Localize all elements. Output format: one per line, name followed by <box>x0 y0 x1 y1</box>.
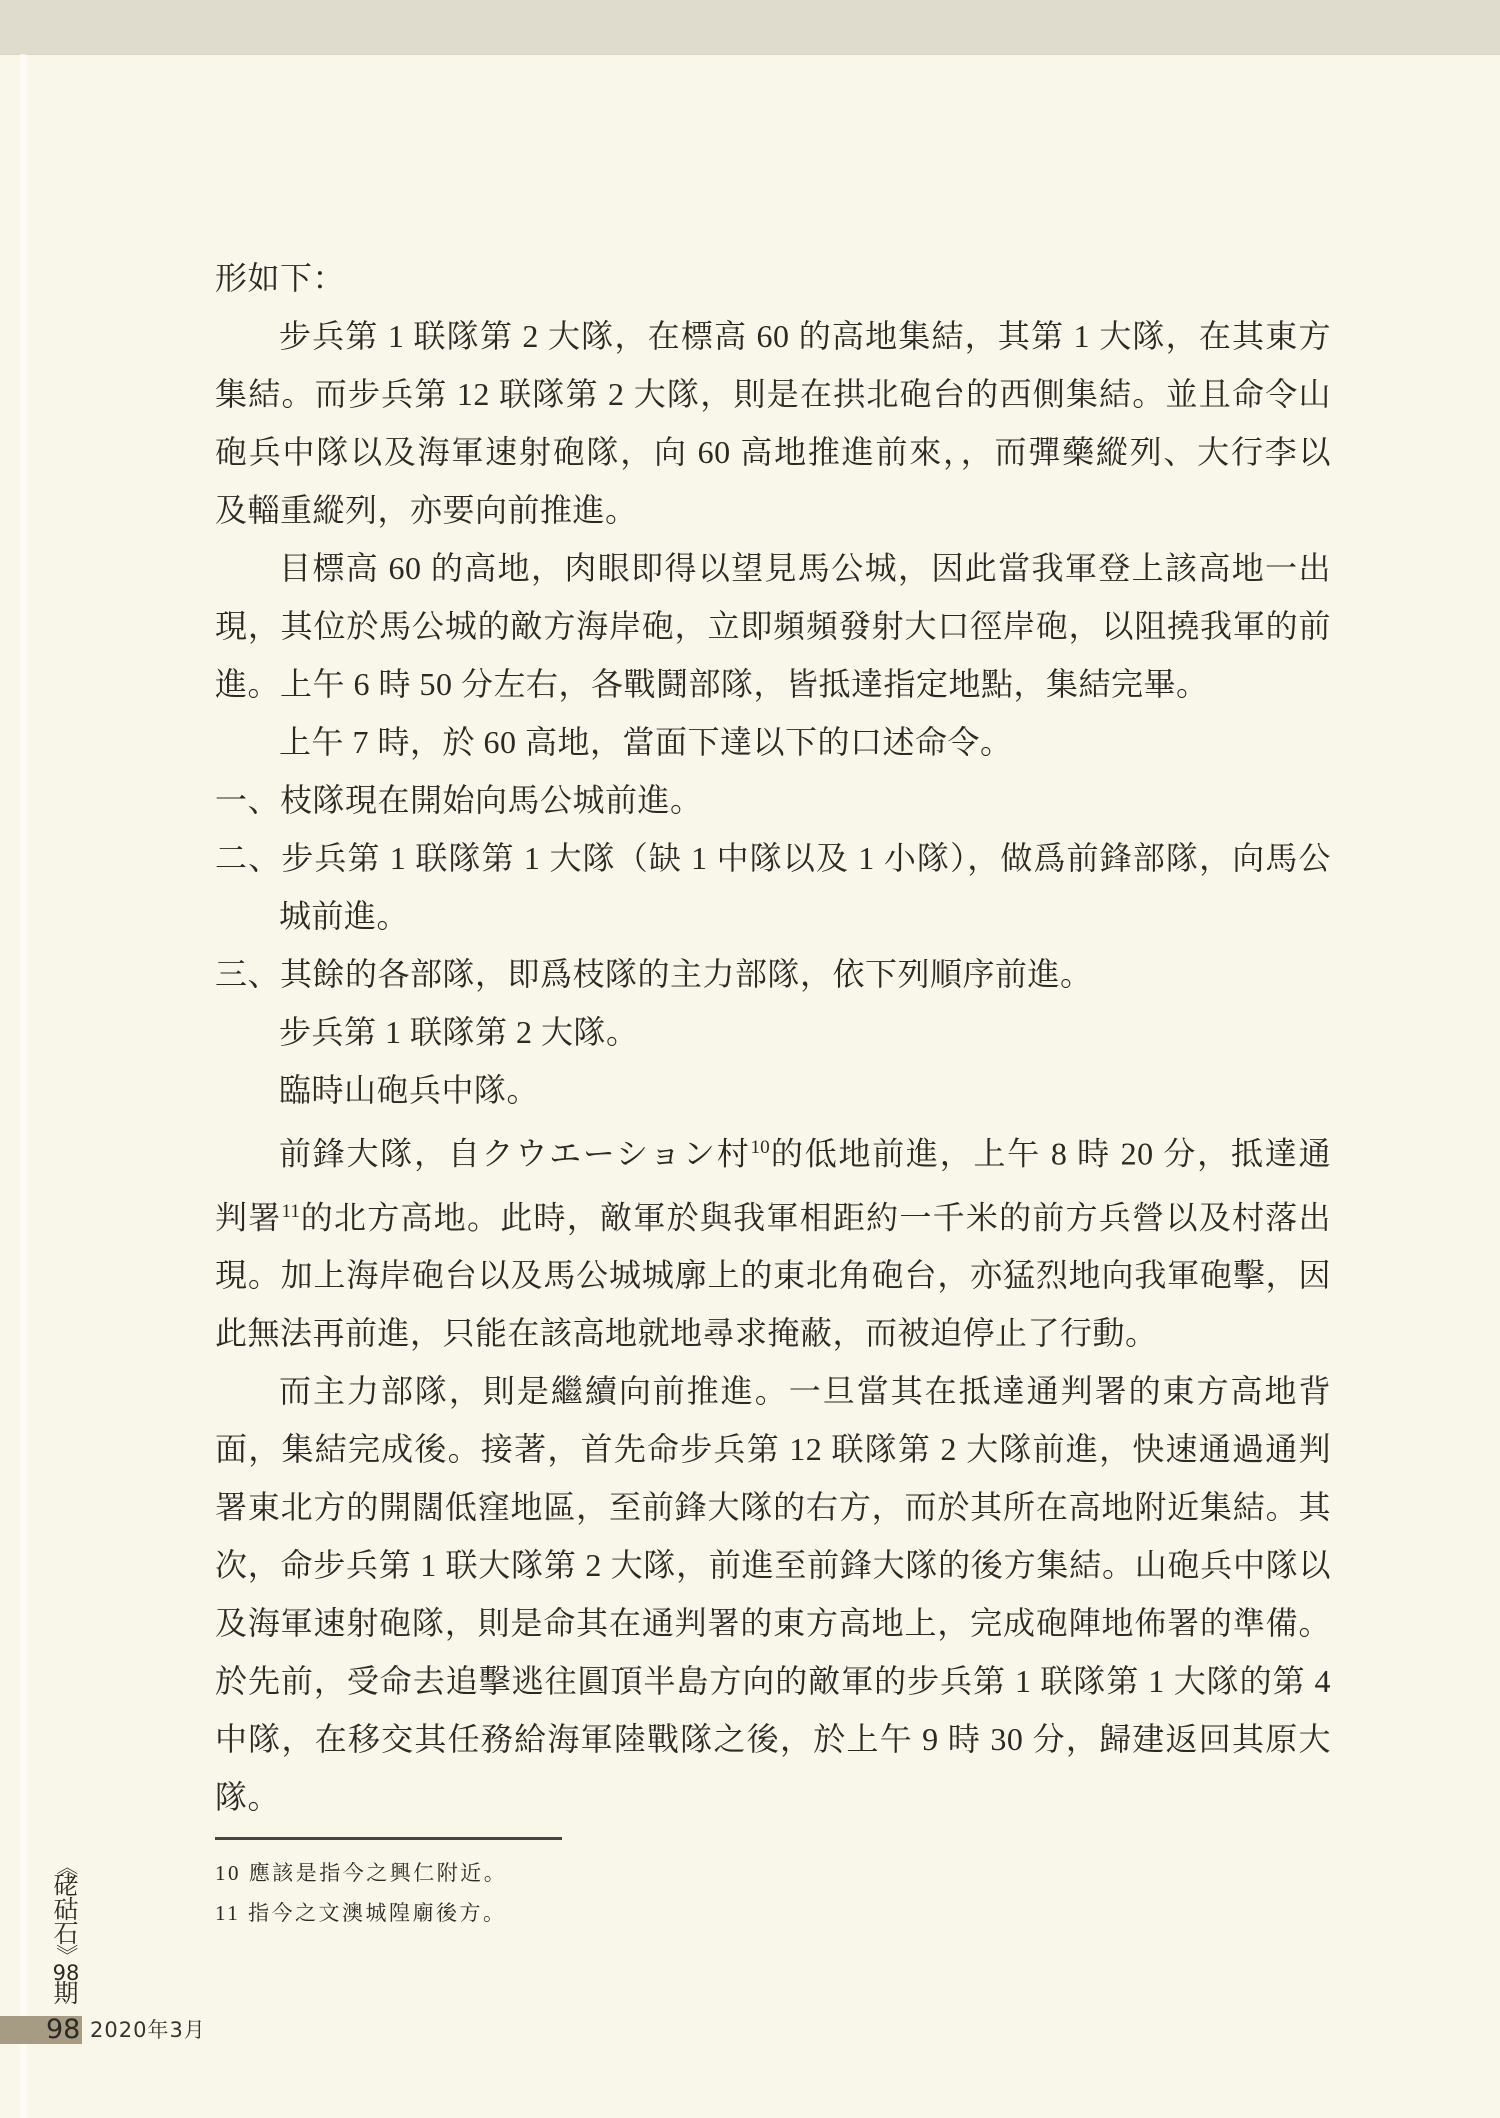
text-run: 形如下： <box>215 260 346 296</box>
text-run: 步兵第 1 联隊第 2 大隊，在標高 60 的高地集結，其第 1 大隊，在其東方 <box>279 318 1331 354</box>
text-run: 於先前，受命去追擊逃往圓頂半島方向的敵軍的步兵第 1 联隊第 1 大隊的第 4 <box>215 1663 1331 1700</box>
body-line <box>215 1362 1331 1420</box>
text-run: 上午 7 時，於 60 高地，當面下達以下的口述命令。 <box>279 724 1013 760</box>
body-line <box>215 307 1331 365</box>
body-line <box>215 249 1331 307</box>
text-run: 三、其餘的各部隊，即爲枝隊的主力部隊，依下列順序前進。 <box>215 956 1093 992</box>
text-run: 的低地前進，上午 8 時 20 分，抵達通 <box>769 1135 1331 1172</box>
body-line <box>215 539 1331 597</box>
text-run: 的北方高地。此時，敵軍於與我軍相距約一千米的前方兵營以及村落出 <box>300 1199 1331 1236</box>
text-run: 現。加上海岸砲台以及馬公城城廓上的東北角砲台，亦猛烈地向我軍砲擊，因 <box>215 1257 1331 1294</box>
journal-title-vertical <box>50 1855 82 2008</box>
body-line <box>215 1304 1331 1362</box>
text-run: 此無法再前進，只能在該高地就地尋求掩蔽，而被迫停止了行動。 <box>215 1315 1158 1352</box>
body-line <box>215 365 1331 423</box>
page-number: 98 <box>46 2014 81 2045</box>
spine-char: 期 <box>53 1981 79 2008</box>
text-run: 及海軍速射砲隊，則是命其在通判署的東方高地上，完成砲陣地佈署的準備。 <box>215 1605 1331 1642</box>
body-line <box>215 1594 1331 1652</box>
body-line <box>215 713 1331 771</box>
spine-char: 98 <box>52 1961 80 1985</box>
text-run: 城前進。 <box>279 898 410 934</box>
footnotes <box>215 1853 915 1933</box>
body-line <box>215 1652 1331 1710</box>
body-line <box>215 771 1331 829</box>
footnote-reference: 10 <box>750 1137 770 1158</box>
text-run: 目標高 60 的高地，肉眼即得以望見馬公城，因此當我軍登上該高地一出 <box>279 550 1331 586</box>
text-run: 現，其位於馬公城的敵方海岸砲，立即頻頻發射大口徑岸砲，以阻撓我軍的前 <box>215 608 1331 644</box>
body-line <box>215 1003 1331 1061</box>
body-line <box>215 1119 1331 1183</box>
footnote-reference: 11 <box>281 1200 300 1222</box>
text-run: 隊。 <box>215 1779 281 1816</box>
issue-date: 2020年3月 <box>90 2018 206 2042</box>
body-line <box>215 597 1331 655</box>
text-run: 而主力部隊，則是繼續向前推進。一旦當其在抵達通判署的東方高地背 <box>279 1373 1331 1410</box>
body-line <box>215 1768 1331 1826</box>
spine-char: 𥑮 <box>53 1897 79 1924</box>
footnote: 11 指今之文澳城隍廟後方。 <box>215 1901 507 1925</box>
body-line <box>215 1246 1331 1304</box>
text-run: 進。上午 6 時 50 分左右，各戰鬪部隊，皆抵達指定地點，集結完畢。 <box>215 666 1209 702</box>
text-run: 砲兵中隊以及海軍速射砲隊，向 60 高地推進前來，，而彈藥縱列、大行李以 <box>215 434 1331 470</box>
footnote: 10 應該是指今之興仁附近。 <box>215 1861 508 1885</box>
body-line <box>215 1420 1331 1478</box>
body-line <box>215 481 1331 539</box>
body-line <box>215 655 1331 713</box>
text-run: 一、枝隊現在開始向馬公城前進。 <box>215 782 703 818</box>
body-line <box>215 829 1331 887</box>
text-run: 署東北方的開闊低窪地區，至前鋒大隊的右方，而於其所在高地附近集結。其 <box>215 1489 1331 1526</box>
text-run: 步兵第 1 联隊第 2 大隊。 <box>279 1014 639 1050</box>
text-run: 集結。而步兵第 12 联隊第 2 大隊，則是在拱北砲台的西側集結。並且命令山 <box>215 376 1331 412</box>
body-line <box>215 423 1331 481</box>
text-run: 二、步兵第 1 联隊第 1 大隊（缺 1 中隊以及 1 小隊），做爲前鋒部隊，向馬公 <box>215 840 1331 876</box>
text-run: 中隊，在移交其任務給海軍陸戰隊之後，於上午 9 時 30 分，歸建返回其原大 <box>215 1721 1331 1758</box>
body-text <box>215 249 1331 1826</box>
text-run: 及輜重縱列，亦要向前推進。 <box>215 492 638 528</box>
footnote-divider <box>215 1837 562 1840</box>
body-line <box>215 1536 1331 1594</box>
spine-bracket: 《 <box>53 1855 79 1879</box>
body-line <box>215 1478 1331 1536</box>
text-run: 臨時山砲兵中隊。 <box>279 1072 540 1108</box>
text-run: 判署 <box>215 1199 282 1236</box>
spine-bracket: 》 <box>53 1943 79 1967</box>
page-top-edge-band <box>0 0 1500 55</box>
text-run: 面，集結完成後。接著，首先命步兵第 12 联隊第 2 大隊前進，快速通過通判 <box>215 1431 1331 1468</box>
text-run: 前鋒大隊，自クウエーション村 <box>279 1135 751 1172</box>
body-line <box>215 1061 1331 1119</box>
spine-char: 石 <box>53 1921 79 1948</box>
body-line <box>215 945 1331 1003</box>
scan-edge-highlight <box>20 54 27 2118</box>
body-line <box>215 1710 1331 1768</box>
body-line <box>215 1183 1331 1247</box>
body-line <box>215 887 1331 945</box>
text-run: 次，命步兵第 1 联大隊第 2 大隊，前進至前鋒大隊的後方集結。山砲兵中隊以 <box>215 1547 1331 1584</box>
spine-char: 硓 <box>53 1873 79 1900</box>
